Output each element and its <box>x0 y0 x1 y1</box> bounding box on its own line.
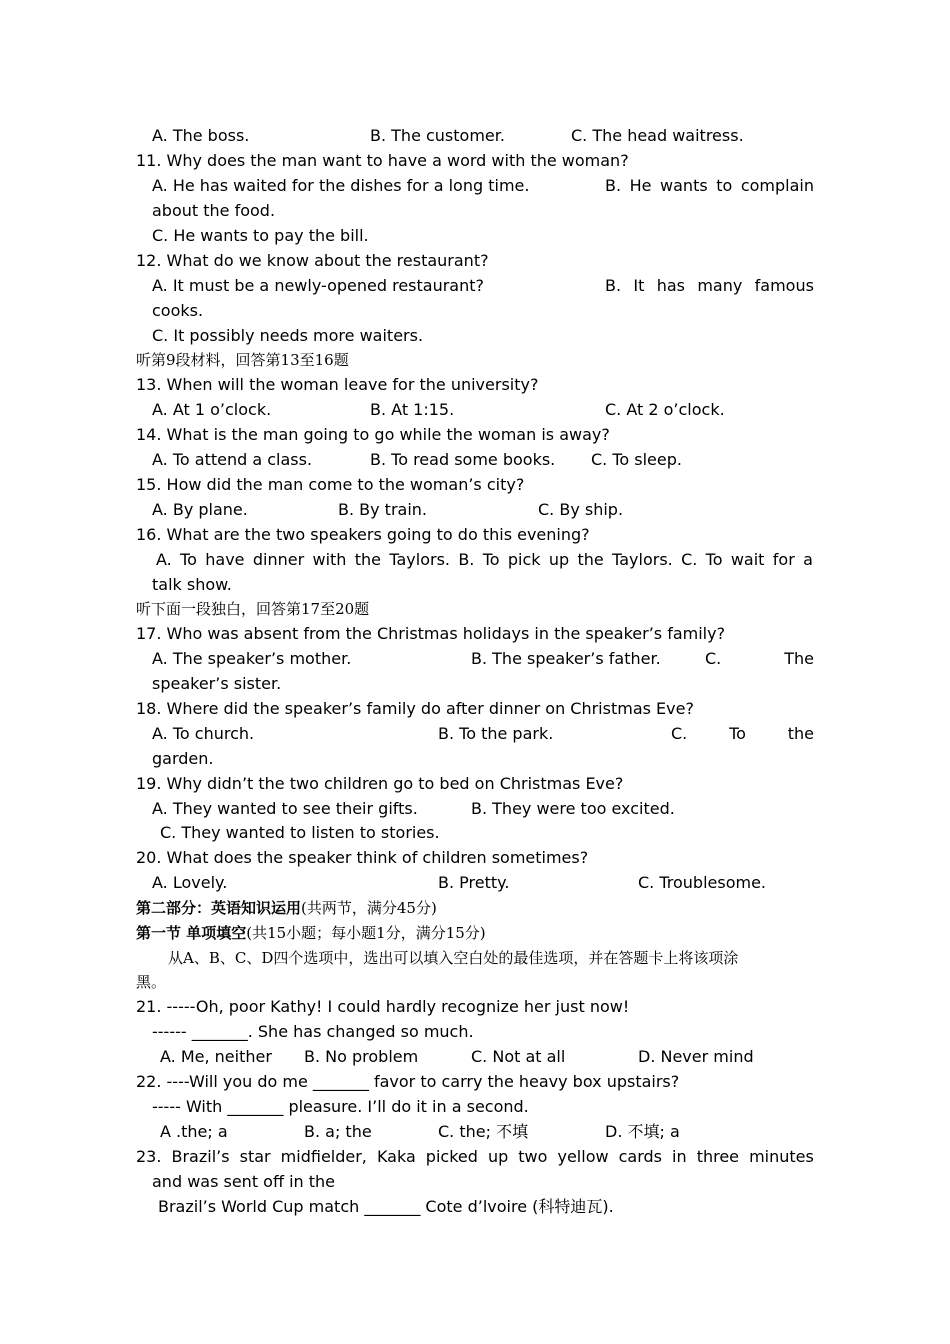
q10-option-c: C. The head waitress. <box>571 126 744 145</box>
q16-options-line: A. To have dinner with the Taylors. B. To pick up the Taylors. C. To wait for a <box>156 550 813 569</box>
q13-option-b: B. At 1:15. <box>370 400 455 419</box>
q15-question: 15. How did the man come to the woman’s city? <box>136 475 525 494</box>
q19-option-b: B. They were too excited. <box>471 799 675 818</box>
q21-option-d: D. Never mind <box>638 1047 754 1066</box>
q15-option-c: C. By ship. <box>538 500 624 519</box>
q12-option-b-continued: cooks. <box>152 301 204 320</box>
q18-option-a: A. To church. <box>152 724 255 743</box>
q22-option-a: A .the; a <box>160 1122 228 1141</box>
q21-response: ------ _______. She has changed so much. <box>152 1022 474 1041</box>
q14-question: 14. What is the man going to go while the woman is away? <box>136 425 610 444</box>
q11-option-a: A. He has waited for the dishes for a long time. <box>152 176 530 195</box>
q22-option-c: C. the; 不填 <box>438 1122 529 1141</box>
q23-prompt: 23. Brazil’s star midfielder, Kaka picked up two yellow cards in three minutes <box>136 1147 814 1166</box>
q17-question: 17. Who was absent from the Christmas holidays in the speaker’s family? <box>136 624 726 643</box>
q17-option-c-continued: speaker’s sister. <box>152 674 282 693</box>
q13-option-a: A. At 1 o’clock. <box>152 400 272 419</box>
q11-option-b: B. He wants to complain <box>605 176 814 195</box>
q18-option-c: C. To the <box>671 724 814 743</box>
monologue-header: 听下面一段独白，回答第17至20题 <box>136 600 370 618</box>
q15-option-a: A. By plane. <box>152 500 248 519</box>
q19-option-c: C. They wanted to listen to stories. <box>160 823 440 842</box>
section-1-title: 第一节 单项填空(共15小题；每小题1分，满分15分) <box>136 924 486 942</box>
q20-option-c: C. Troublesome. <box>638 873 767 892</box>
q21-option-b: B. No problem <box>304 1047 419 1066</box>
q19-question: 19. Why didn’t the two children go to bed on Christmas Eve? <box>136 774 624 793</box>
q21-prompt: 21. -----Oh, poor Kathy! I could hardly recognize her just now! <box>136 997 630 1016</box>
q14-option-b: B. To read some books. <box>370 450 556 469</box>
q17-option-b: B. The speaker’s father. <box>471 649 661 668</box>
q22-prompt: 22. ----Will you do me _______ favor to carry the heavy box upstairs? <box>136 1072 680 1091</box>
q17-option-a: A. The speaker’s mother. <box>152 649 352 668</box>
q14-option-a: A. To attend a class. <box>152 450 313 469</box>
q20-option-a: A. Lovely. <box>152 873 228 892</box>
q10-option-a: A. The boss. <box>152 126 250 145</box>
q23-prompt-continued: and was sent off in the <box>152 1172 336 1191</box>
q11-option-c: C. He wants to pay the bill. <box>152 226 369 245</box>
q21-option-a: A. Me, neither <box>160 1047 272 1066</box>
section-9-header: 听第9段材料，回答第13至16题 <box>136 351 349 369</box>
q20-question: 20. What does the speaker think of children sometimes? <box>136 848 589 867</box>
q15-option-b: B. By train. <box>338 500 428 519</box>
q22-option-b: B. a; the <box>304 1122 372 1141</box>
q11-question: 11. Why does the man want to have a word with the woman? <box>136 151 629 170</box>
instructions-continued: 黑。 <box>136 973 167 991</box>
q21-option-c: C. Not at all <box>471 1047 566 1066</box>
q18-option-b: B. To the park. <box>438 724 554 743</box>
q12-option-a: A. It must be a newly-opened restaurant? <box>152 276 485 295</box>
q10-option-b: B. The customer. <box>370 126 505 145</box>
q11-option-b-continued: about the food. <box>152 201 276 220</box>
q22-response: ----- With _______ pleasure. I’ll do it in a second. <box>152 1097 529 1116</box>
part-2-title: 第二部分：英语知识运用(共两节，满分45分) <box>136 899 437 917</box>
q22-option-d: D. 不填; a <box>605 1122 680 1141</box>
q20-option-b: B. Pretty. <box>438 873 510 892</box>
q12-option-c: C. It possibly needs more waiters. <box>152 326 424 345</box>
q16-options-continued: talk show. <box>152 575 232 594</box>
q12-option-b: B. It has many famous <box>605 276 814 295</box>
q17-option-c: C. The <box>705 649 814 668</box>
q19-option-a: A. They wanted to see their gifts. <box>152 799 418 818</box>
q14-option-c: C. To sleep. <box>591 450 682 469</box>
q18-option-c-continued: garden. <box>152 749 214 768</box>
q13-option-c: C. At 2 o’clock. <box>605 400 725 419</box>
q13-question: 13. When will the woman leave for the university? <box>136 375 539 394</box>
q16-question: 16. What are the two speakers going to do this evening? <box>136 525 590 544</box>
q18-question: 18. Where did the speaker’s family do after dinner on Christmas Eve? <box>136 699 694 718</box>
q23-prompt-line-3: Brazil’s World Cup match _______ Cote d’lvoire (科特迪瓦). <box>158 1197 614 1216</box>
q12-question: 12. What do we know about the restaurant? <box>136 251 489 270</box>
instructions: 从A、B、C、D四个选项中，选出可以填入空白处的最佳选项，并在答题卡上将该项涂 <box>168 949 739 967</box>
